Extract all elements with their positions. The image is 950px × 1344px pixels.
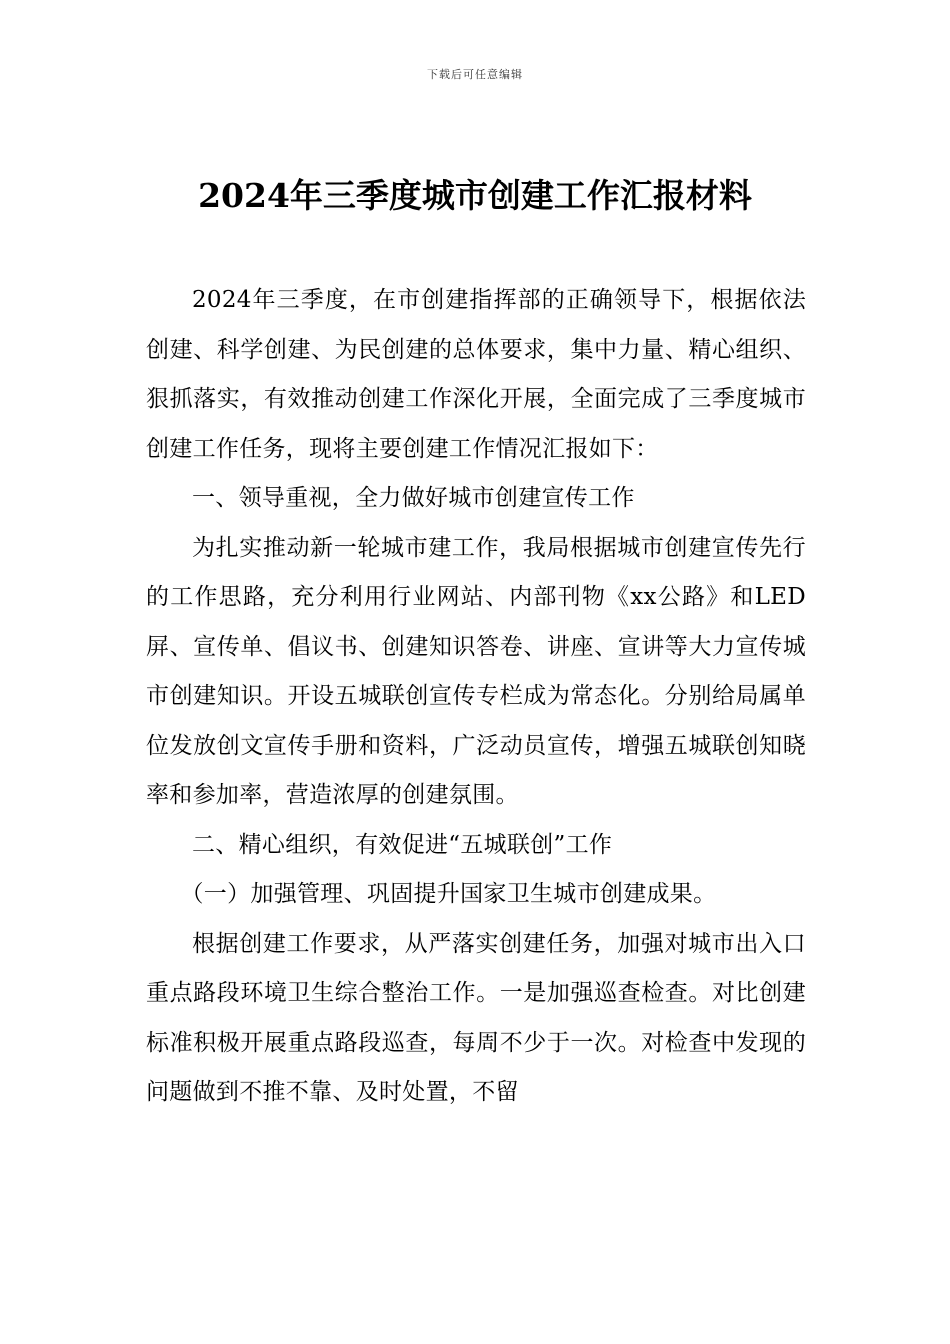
- document-title: 2024年三季度城市创建工作汇报材料: [198, 176, 752, 215]
- document-body: [146, 276, 806, 1118]
- intro-paragraph: 2024年三季度，在市创建指挥部的正确领导下，根据依法创建、科学创建、为民创建的总体要求，集中力量、精心组织、狠抓落实，有效推动创建工作深化开展，全面完成了三季度城市创建工作任务，现将主要创建工作情况汇报如下：: [146, 287, 806, 462]
- subsection-1-paragraph: 根据创建工作要求，从严落实创建任务，加强对城市出入口重点路段环境卫生综合整治工作。一是加强巡查检查。对比创建标准积极开展重点路段巡查，每周不少于一次。对检查中发现的问题做到不推不靠、及时处置，不留: [146, 930, 806, 1105]
- subsection-heading-1: （一）加强管理、巩固提升国家卫生城市创建成果。: [180, 881, 717, 907]
- section-1-paragraph: 为扎实推动新一轮城市建工作，我局根据城市创建宣传先行的工作思路，充分利用行业网站、内部刊物《xx公路》和LED屏、宣传单、倡议书、创建知识答卷、讲座、宣讲等大力宣传城市创建知识。开设五城联创宣传专栏成为常态化。分别给局属单位发放创文宣传手册和资料，广泛动员宣传，增强五城联创知晓率和参加率，营造浓厚的创建氛围。: [146, 534, 806, 808]
- header-note: 下载后可任意编辑: [427, 68, 523, 81]
- section-heading-2: 二、精心组织，有效促进“五城联创”工作: [192, 831, 613, 858]
- section-heading-1: 一、领导重视，全力做好城市创建宣传工作: [192, 485, 635, 511]
